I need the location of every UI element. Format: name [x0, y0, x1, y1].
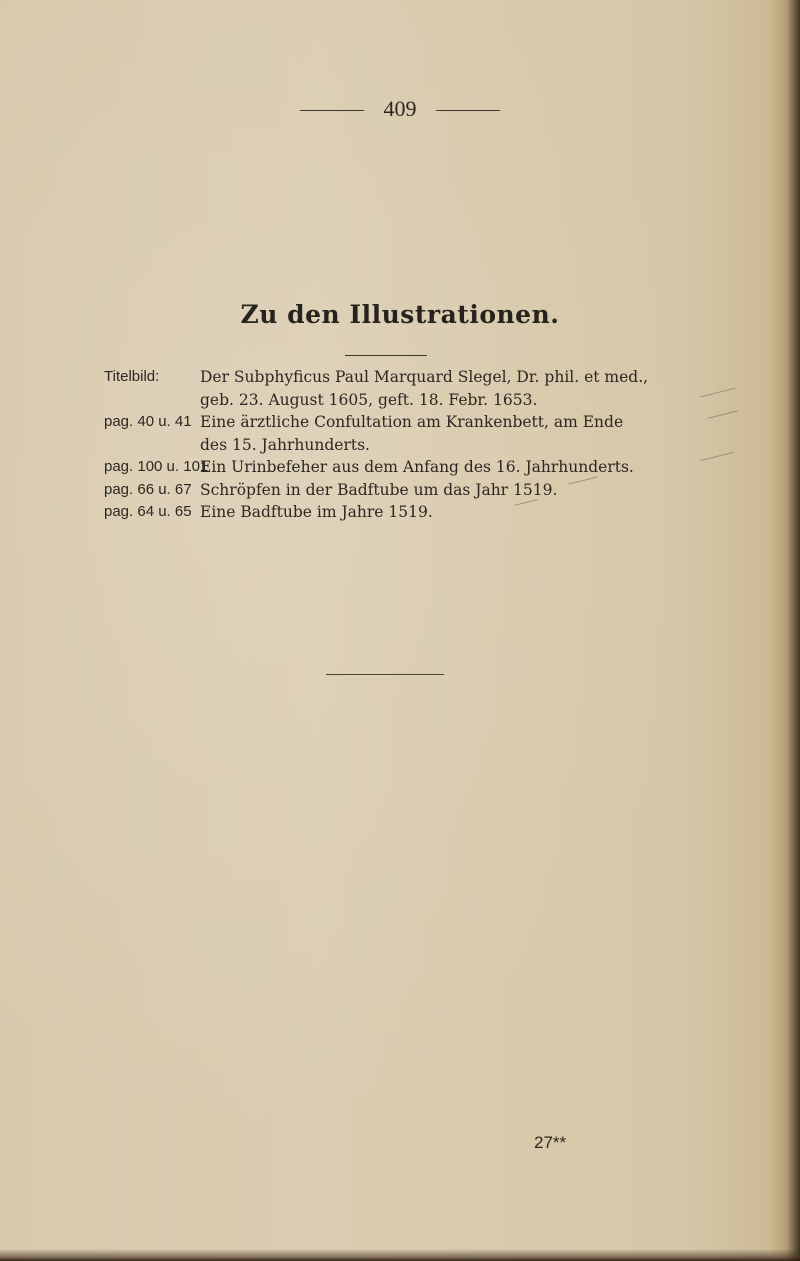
illustration-list	[104, 366, 744, 524]
page-number-line	[0, 96, 800, 122]
entry-text: Eine Badftube im Jahre 1519.	[200, 503, 433, 521]
left-dash	[300, 110, 364, 111]
entry-continuation: des 15. Jahrhunderts.	[200, 435, 370, 454]
list-item	[104, 479, 744, 502]
page-edge-bottom	[0, 1249, 800, 1261]
entry-ref: pag. 100 u. 101	[104, 458, 209, 475]
entry-continuation: geb. 23. August 1605, geft. 18. Febr. 1653.	[200, 390, 538, 409]
entry-ref: pag. 66 u. 67	[104, 480, 192, 498]
right-dash	[436, 110, 500, 111]
list-item	[104, 456, 744, 479]
page-number: 409	[383, 96, 417, 121]
entry-ref: pag. 40 u. 41	[104, 413, 192, 430]
heading: Zu den Illustrationen.	[240, 300, 560, 329]
heading-rule	[345, 355, 427, 356]
entry-text: Eine ärztliche Confultation am Krankenbett, am Ende	[200, 413, 624, 431]
signature-mark: 27**	[534, 1133, 567, 1152]
entry-ref: pag. 64 u. 65	[104, 503, 192, 520]
list-item	[104, 501, 744, 524]
list-item	[104, 366, 744, 389]
entry-text: Der Subphyficus Paul Marquard Slegel, Dr. phil. et med.,	[200, 368, 649, 386]
section-rule	[326, 674, 444, 675]
entry-text: Ein Urinbefeher aus dem Anfang des 16. Jahrhunderts.	[200, 458, 634, 476]
entry-ref: Titelbild:	[104, 368, 160, 385]
entry-text: Schröpfen in der Badftube um das Jahr 1519.	[200, 480, 558, 499]
page-edge-right	[770, 0, 800, 1261]
list-item	[104, 411, 744, 434]
